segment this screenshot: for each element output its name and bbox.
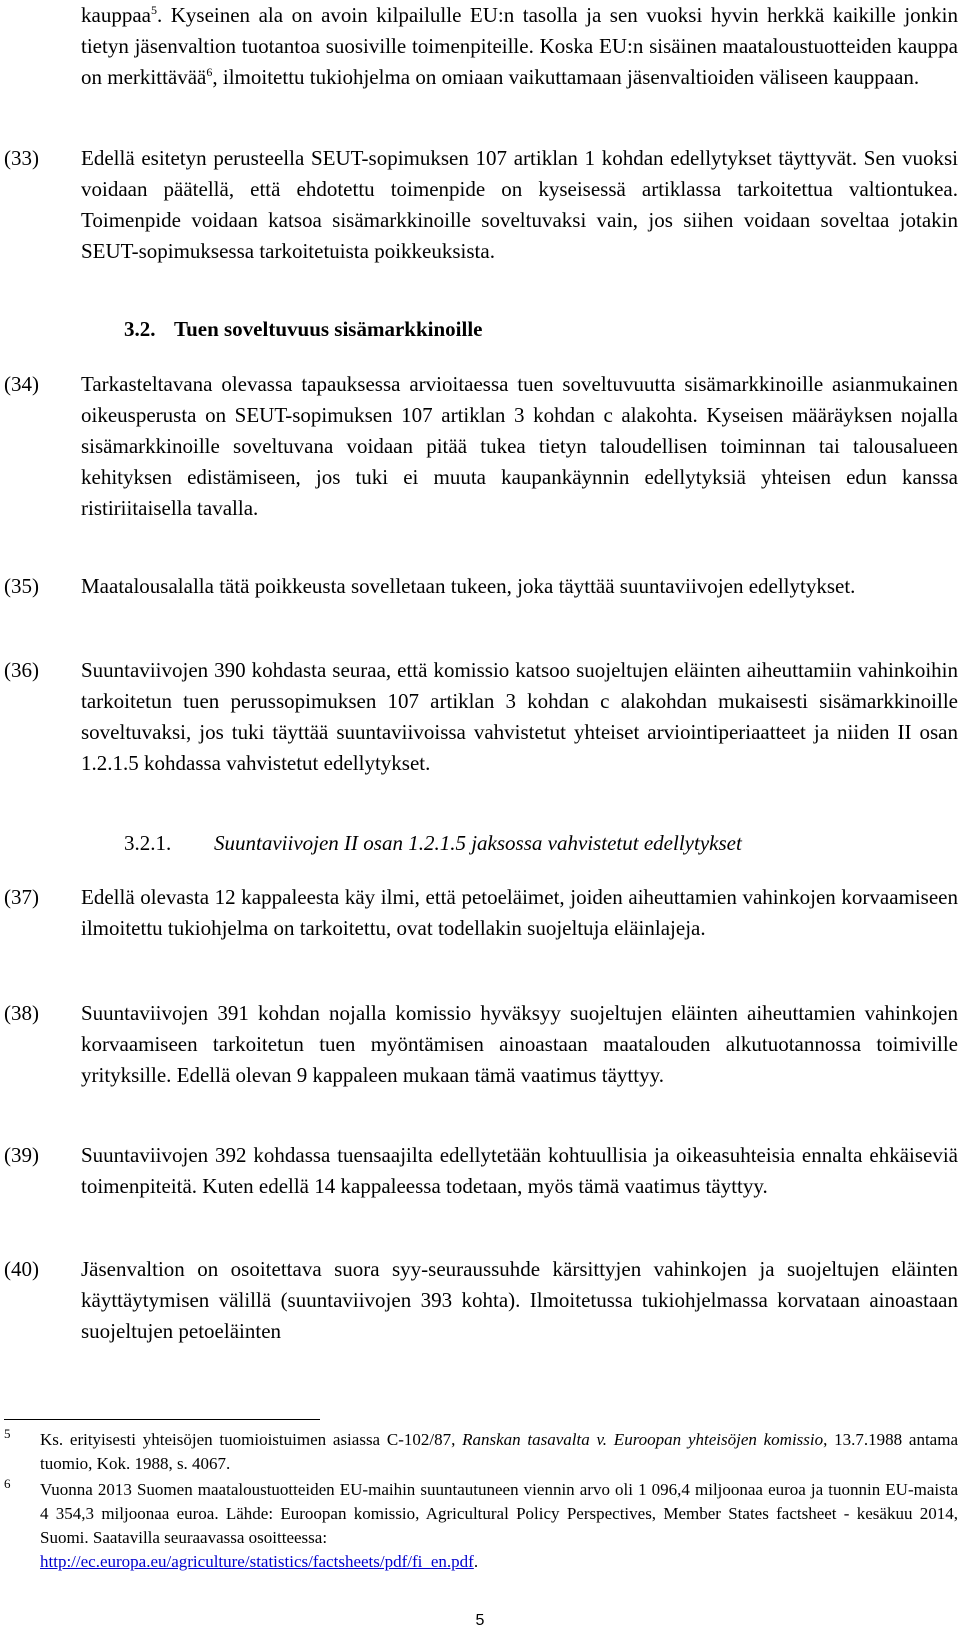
paragraph-number: (34) — [4, 372, 39, 396]
paragraph-38: Suuntaviivojen 391 kohdan nojalla komissio hyväksyy suojeltujen eläinten aiheuttamien vahinkojen korvaamiseen tarkoitetun tuen myöntämisen ainoastaan maatalouden alkutuotannossa toimiville yrityksille. Edellä olevan 9 kappaleen mukaan tämä vaatimus täyttyy. — [81, 1001, 958, 1087]
paragraph-35: Maatalousalalla tätä poikkeusta sovelletaan tukeen, joka täyttää suuntaviivojen edellytykset. — [81, 574, 856, 598]
section-heading — [124, 314, 482, 345]
paragraph-number: (35) — [4, 574, 39, 598]
section-title: Tuen soveltuvuus sisämarkkinoille — [174, 317, 483, 341]
footnote-ref-6[interactable]: 6 — [206, 65, 213, 79]
paragraph-36: Suuntaviivojen 390 kohdasta seuraa, että komissio katsoo suojeltujen eläinten aiheuttamiin vahinkoihin tarkoitetun tuen perussopimuksen 107 artiklan 3 kohdan c alakohdan mukaisesti sisämarkkinoille soveltuvaksi, jos tuki täyttää suuntaviivoissa vahvistetut yhteiset arviointiperiaatteet ja niiden II osan 1.2.1.5 kohdassa vahvistetut edellytykset. — [81, 658, 958, 775]
footnote-6: Vuonna 2013 Suomen maataloustuotteiden EU-maihin suuntautuneen viennin arvo oli 1 096,4 miljoonaa euroa ja tuonnin EU-maista 4 354,3 miljoonaa euroa. Lähde: Euroopan komissio, Agricultural Policy Perspectives, Member States factsheet - kesäkuu 2014, Suomi. Saatavilla seuraavassa osoitteessa: http://ec.europa.eu/agriculture/statistics/factsheets/pdf/fi_en.pdf. — [40, 1480, 958, 1571]
footnote-5: Ks. erityisesti yhteisöjen tuomioistuimen asiassa C-102/87, Ranskan tasavalta v. Euroopan yhteisöjen komissio, 13.7.1988 antama tuomio, Kok. 1988, s. 4067. — [40, 1430, 958, 1473]
paragraph-number: (36) — [4, 658, 39, 682]
footnote-ref-5[interactable]: 5 — [150, 3, 157, 17]
paragraph-number: (39) — [4, 1143, 39, 1167]
paragraph-number: (33) — [4, 146, 39, 170]
paragraph-number: (40) — [4, 1257, 39, 1281]
paragraph-number: (38) — [4, 1001, 39, 1025]
subsection-heading — [124, 828, 742, 859]
paragraph-continuation: kauppaa$^5$. Kyseinen ala on avoin kilpailulle EU:n tasolla ja sen vuoksi hyvin herkkä kaikille jonkin tietyn jäsenvaltion tuotantoa suosiville toimenpiteille. Koska EU:n sisäinen maataloustuotteiden kauppa on merkittävää$^6$, ilmoitettu tukiohjelma on omiaan vaikuttamaan jäsenvaltioiden väliseen kauppaan. — [81, 3, 958, 89]
footnote-number: 5 — [4, 1426, 11, 1441]
paragraph-37: Edellä olevasta 12 kappaleesta käy ilmi, että petoeläimet, joiden aiheuttamien vahinkojen korvaamiseen ilmoitettu tukiohjelma on tarkoitettu, ovat todellakin suojeltuja eläinlajeja. — [81, 885, 958, 940]
paragraph-40: Jäsenvaltion on osoitettava suora syy-seuraussuhde kärsittyjen vahinkojen ja suojeltujen eläinten käyttäytymisen välillä (suuntaviivojen 393 kohta). Ilmoitetussa tukiohjelmassa korvataan ainoastaan suojeltujen petoeläinten — [81, 1257, 958, 1343]
paragraph-34: Tarkasteltavana olevassa tapauksessa arvioitaessa tuen soveltuvuutta sisämarkkinoille asianmukainen oikeusperusta on SEUT-sopimuksen 107 artiklan 3 kohdan c alakohta. Kyseisen määräyksen nojalla sisämarkkinoille soveltuvana voidaan pitää tukea tietyn taloudellisen toiminnan tai talousalueen kehityksen edistämiseen, jos tuki ei muuta kaupankäynnin edellytyksiä yhteisen edun kanssa ristiriitaisella tavalla. — [81, 372, 958, 520]
paragraph-number: (37) — [4, 885, 39, 909]
page-number: 5 — [475, 1612, 485, 1629]
subsection-title: Suuntaviivojen II osan 1.2.1.5 jaksossa vahvistetut edellytykset — [214, 831, 742, 855]
paragraph-39: Suuntaviivojen 392 kohdassa tuensaajilta edellytetään kohtuullisia ja oikeasuhteisia ennalta ehkäiseviä toimenpiteitä. Kuten edellä 14 kappaleessa todetaan, myös tämä vaatimus täyttyy. — [81, 1143, 958, 1198]
section-number: 3.2. — [124, 317, 156, 341]
paragraph-33: Edellä esitetyn perusteella SEUT-sopimuksen 107 artiklan 1 kohdan edellytykset täyttyvät. Sen vuoksi voidaan päätellä, että ehdotettu toimenpide on kyseisessä artiklassa tarkoitettua valtiontukea. Toimenpide voidaan katsoa sisämarkkinoille soveltuvaksi vain, jos siihen voidaan soveltaa jotakin SEUT-sopimuksessa tarkoitetuista poikkeuksista. — [81, 146, 958, 263]
factsheet-link[interactable]: http://ec.europa.eu/agriculture/statistics/factsheets/pdf/fi_en.pdf — [40, 1552, 474, 1571]
footnote-number: 6 — [4, 1476, 11, 1491]
footnote-separator — [4, 1419, 320, 1420]
subsection-number: 3.2.1. — [124, 831, 172, 855]
